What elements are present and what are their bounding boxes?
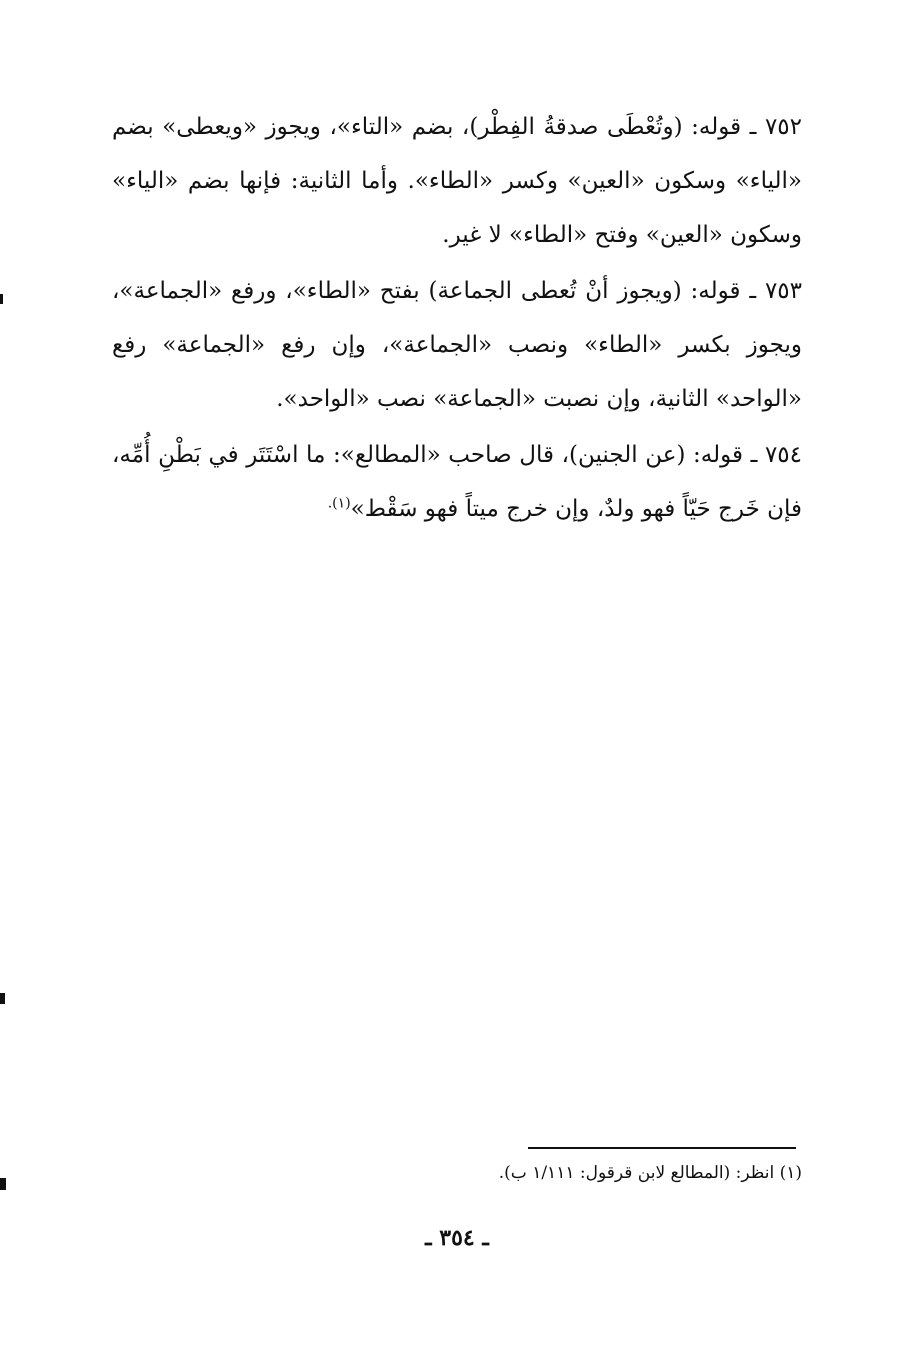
paragraph-754 [112, 428, 802, 536]
scan-edge-mark [0, 294, 3, 304]
paragraph-753-text: ٧٥٣ ـ قوله: (ويجوز أنْ تُعطى الجماعة) بفتح «الطاء»، ورفع «الجماعة»، ويجوز بكسر «الطاء» ونصب «الجماعة»، وإن رفع «الجماعة» رفع «الواحد» الثانية، وإن نصبت «الجماعة» نصب «الواحد». [112, 278, 802, 412]
paragraph-753 [112, 264, 802, 426]
paragraph-752-text: ٧٥٢ ـ قوله: (وتُعْطَى صدقةُ الفِطْر)، بضم «التاء»، ويجوز «ويعطى» بضم «الياء» وسكون «العين» وكسر «الطاء». وأما الثانية: فإنها بضم «الياء» وسكون «العين» وفتح «الطاء» لا غير. [112, 114, 802, 248]
paragraph-752 [112, 100, 802, 262]
scan-edge-mark [0, 993, 5, 1004]
scan-edge-mark [0, 1178, 6, 1190]
paragraph-754-text: ٧٥٤ ـ قوله: (عن الجنين)، قال صاحب «المطالع»: ما اسْتَتَر في بَطْنِ أُمِّه، فإن خَرج حَيّاً فهو ولدٌ، وإن خرج ميتاً فهو سَقْط» [112, 442, 802, 522]
footnote-text: (١) انظر: (المطالع لابن قرقول: ١/١١١ ب). [498, 1163, 802, 1183]
footnote-separator [528, 1147, 796, 1149]
footnote [202, 1158, 802, 1188]
footnote-reference[interactable]: (١). [327, 495, 351, 512]
page-number: ـ ٣٥٤ ـ [425, 1225, 489, 1251]
